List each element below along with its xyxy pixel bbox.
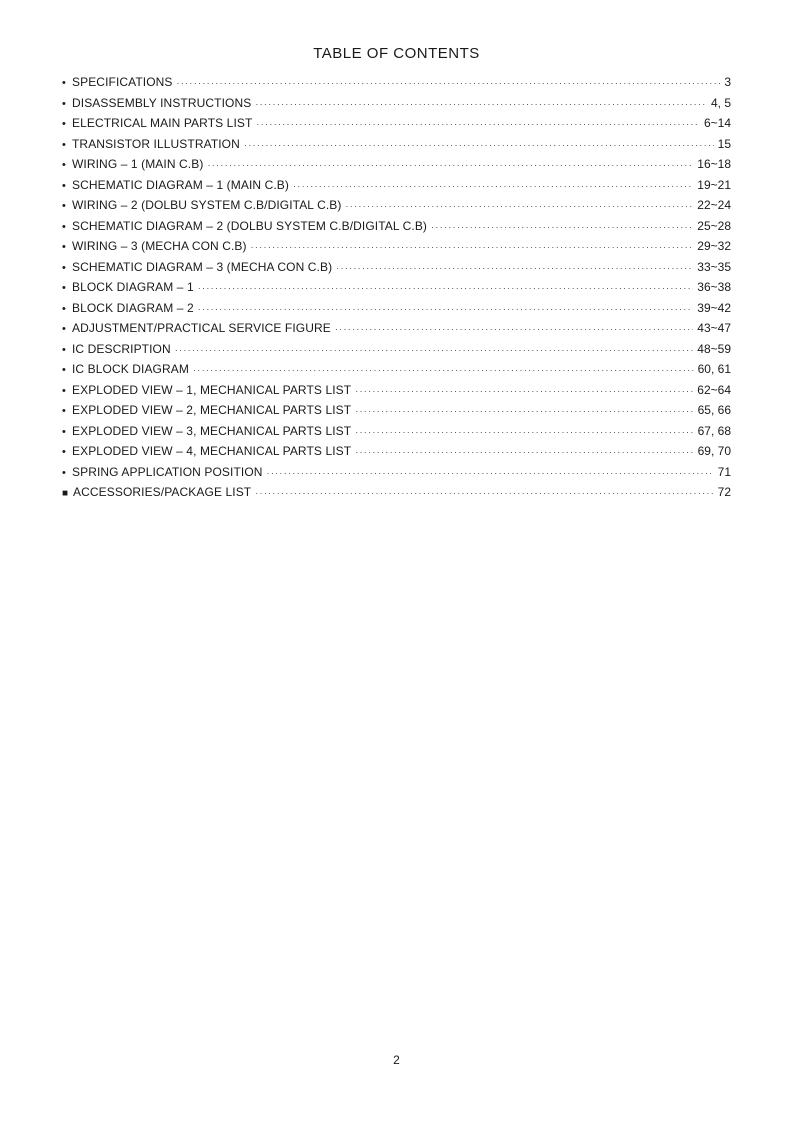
toc-entry-page: 71: [717, 464, 731, 479]
toc-entry[interactable]: [62, 239, 731, 260]
toc-entry-page: 15: [717, 136, 731, 151]
toc-entry[interactable]: [62, 260, 731, 281]
dot-leader: [207, 160, 693, 170]
dot-leader: [355, 447, 693, 457]
toc-entry-label: DISASSEMBLY INSTRUCTIONS: [72, 95, 252, 110]
toc-entry-page: 67, 68: [697, 423, 731, 438]
toc-entry-label: WIRING – 3 (MECHA CON C.B): [72, 239, 247, 253]
bullet-icon: •: [62, 364, 66, 376]
toc-entry-page: 25~28: [697, 218, 731, 233]
bullet-icon: •: [62, 466, 66, 479]
toc-entry-page: 72: [717, 485, 731, 499]
toc-entry-page: 16~18: [697, 157, 731, 171]
square-bullet-icon: ■: [62, 488, 69, 499]
dot-leader: [345, 201, 693, 211]
dot-leader: [355, 406, 693, 416]
bullet-icon: •: [62, 384, 66, 397]
toc-entry-label: WIRING – 2 (DOLBU SYSTEM C.B/DIGITAL C.B): [72, 198, 342, 212]
toc-entry[interactable]: [62, 424, 731, 445]
toc-entry[interactable]: [62, 342, 731, 363]
toc-entry-label: EXPLODED VIEW – 4, MECHANICAL PARTS LIST: [72, 444, 352, 458]
toc-entry-page: 4, 5: [710, 95, 731, 110]
toc-entry-page: 69, 70: [697, 444, 731, 458]
toc-entry-label: ADJUSTMENT/PRACTICAL SERVICE FIGURE: [72, 321, 331, 335]
toc-entry[interactable]: [62, 219, 731, 240]
dot-leader: [198, 304, 694, 314]
toc-entry[interactable]: [62, 280, 731, 301]
toc-entry[interactable]: [62, 116, 731, 137]
toc-entry[interactable]: [62, 444, 731, 465]
bullet-icon: •: [62, 179, 66, 192]
bullet-icon: •: [62, 220, 66, 233]
toc-entry-label: EXPLODED VIEW – 1, MECHANICAL PARTS LIST: [72, 382, 352, 397]
bullet-icon: •: [62, 425, 66, 438]
toc-entry-page: 43~47: [697, 321, 731, 335]
toc-entry-page: 36~38: [697, 280, 731, 294]
toc-entry-page: 29~32: [697, 239, 731, 253]
toc-entry-page: 6~14: [703, 116, 731, 130]
dot-leader: [293, 181, 693, 191]
dot-leader: [431, 222, 693, 232]
toc-entry[interactable]: [62, 485, 731, 506]
dot-leader: [255, 488, 713, 498]
dot-leader: [177, 78, 721, 88]
dot-leader: [251, 242, 694, 252]
toc-entry-page: 33~35: [697, 259, 731, 274]
dot-leader: [255, 99, 707, 109]
toc-entry-label: EXPLODED VIEW – 2, MECHANICAL PARTS LIST: [72, 403, 352, 417]
toc-entry[interactable]: [62, 362, 731, 383]
toc-entry[interactable]: [62, 75, 731, 96]
toc-entry[interactable]: [62, 178, 731, 199]
toc-entry[interactable]: [62, 301, 731, 322]
toc-entry-label: IC BLOCK DIAGRAM: [72, 362, 189, 376]
toc-entry[interactable]: [62, 137, 731, 158]
toc-entry-page: 19~21: [697, 177, 731, 192]
toc-entry-page: 22~24: [697, 198, 731, 212]
toc-entry-label: SPECIFICATIONS: [72, 75, 173, 89]
toc-entry-label: SCHEMATIC DIAGRAM – 1 (MAIN C.B): [72, 177, 289, 192]
toc-entry[interactable]: [62, 96, 731, 117]
toc-entry-page: 39~42: [697, 300, 731, 315]
bullet-icon: •: [62, 118, 66, 130]
dot-leader: [355, 427, 693, 437]
toc-entry-label: ELECTRICAL MAIN PARTS LIST: [72, 116, 253, 130]
bullet-icon: •: [62, 77, 66, 89]
toc-entry-label: BLOCK DIAGRAM – 1: [72, 280, 194, 294]
bullet-icon: •: [62, 446, 66, 458]
toc-entry-label: WIRING – 1 (MAIN C.B): [72, 157, 204, 171]
bullet-icon: •: [62, 302, 66, 315]
page-title: TABLE OF CONTENTS: [313, 45, 480, 62]
dot-leader: [193, 365, 694, 375]
bullet-icon: •: [62, 323, 66, 335]
toc-entry-label: EXPLODED VIEW – 3, MECHANICAL PARTS LIST: [72, 423, 352, 438]
bullet-icon: •: [62, 200, 66, 212]
dot-leader: [336, 263, 693, 273]
bullet-icon: •: [62, 241, 66, 253]
dot-leader: [267, 468, 714, 478]
toc-entry-label: SCHEMATIC DIAGRAM – 2 (DOLBU SYSTEM C.B/DIGITAL C.B): [72, 218, 428, 233]
toc-entry-label: SCHEMATIC DIAGRAM – 3 (MECHA CON C.B): [72, 259, 333, 274]
dot-leader: [256, 119, 700, 129]
toc-entry[interactable]: [62, 321, 731, 342]
bullet-icon: •: [62, 282, 66, 294]
toc-entry-label: TRANSISTOR ILLUSTRATION: [72, 136, 240, 151]
bullet-icon: •: [62, 159, 66, 171]
bullet-icon: •: [62, 261, 66, 274]
bullet-icon: •: [62, 138, 66, 151]
dot-leader: [244, 140, 714, 150]
dot-leader: [175, 345, 694, 355]
bullet-icon: •: [62, 405, 66, 417]
table-of-contents: [62, 75, 731, 506]
toc-entry-page: 62~64: [697, 382, 731, 397]
toc-entry-page: 65, 66: [697, 403, 731, 417]
dot-leader: [198, 283, 694, 293]
toc-entry-label: ACCESSORIES/PACKAGE LIST: [73, 485, 252, 499]
toc-entry-page: 60, 61: [697, 362, 731, 376]
toc-entry[interactable]: [62, 198, 731, 219]
toc-entry-label: SPRING APPLICATION POSITION: [72, 464, 263, 479]
toc-entry[interactable]: [62, 383, 731, 404]
dot-leader: [355, 386, 693, 396]
page-number: 2: [393, 1053, 400, 1067]
toc-entry-page: 48~59: [697, 341, 731, 356]
toc-entry-label: BLOCK DIAGRAM – 2: [72, 300, 194, 315]
dot-leader: [335, 324, 693, 334]
bullet-icon: •: [62, 97, 66, 110]
toc-entry-page: 3: [724, 75, 731, 89]
toc-entry[interactable]: [62, 465, 731, 486]
toc-entry[interactable]: [62, 403, 731, 424]
toc-entry-label: IC DESCRIPTION: [72, 341, 171, 356]
bullet-icon: •: [62, 343, 66, 356]
toc-entry[interactable]: [62, 157, 731, 178]
